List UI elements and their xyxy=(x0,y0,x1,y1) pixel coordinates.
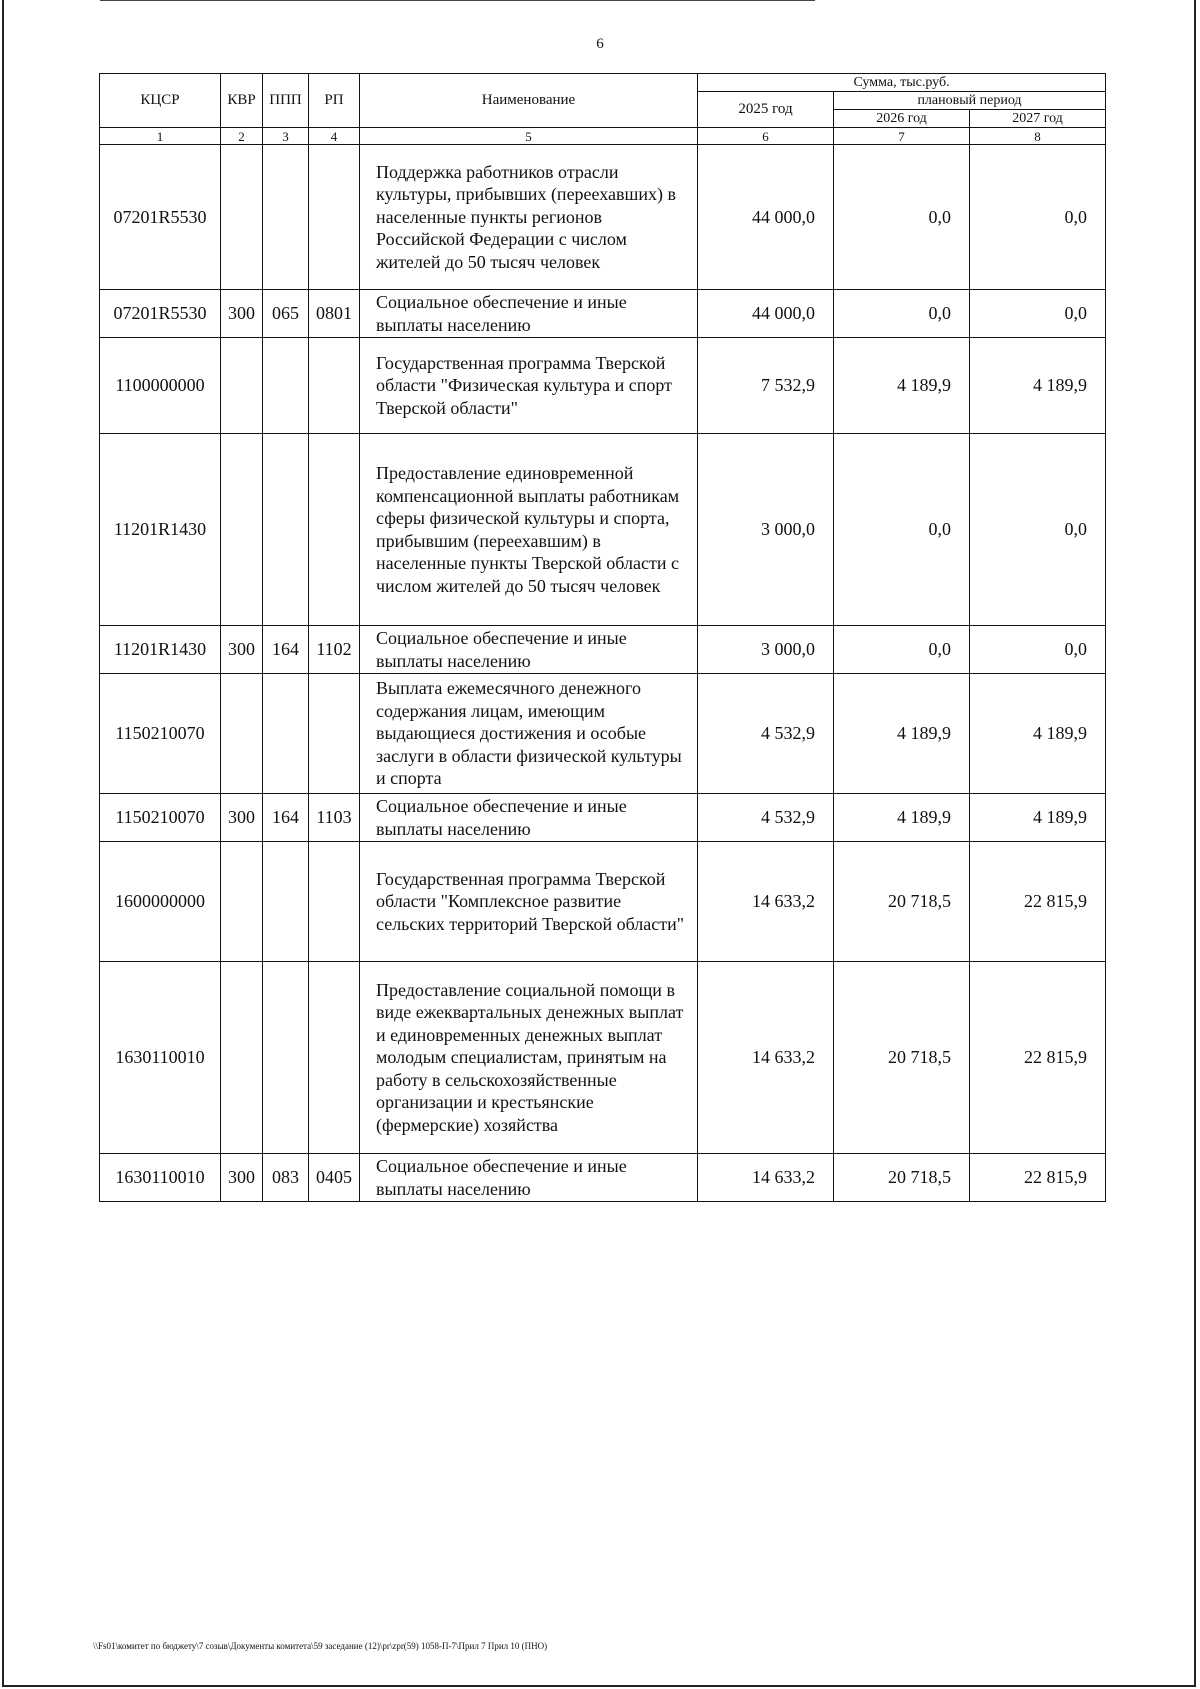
cell-name: Социальное обеспечение и иные выплаты населению xyxy=(360,1154,698,1202)
column-number: 1 xyxy=(100,128,221,145)
cell-ppp xyxy=(263,434,309,626)
budget-table xyxy=(99,73,1106,1202)
cell-kcsr: 1100000000 xyxy=(100,338,221,434)
cell-rp: 0405 xyxy=(309,1154,360,1202)
cell-2027: 22 815,9 xyxy=(970,1154,1106,1202)
cell-2027: 0,0 xyxy=(970,626,1106,674)
cell-kvr xyxy=(221,145,263,290)
cell-2026: 20 718,5 xyxy=(834,1154,970,1202)
cell-ppp xyxy=(263,338,309,434)
cell-2027: 4 189,9 xyxy=(970,338,1106,434)
cell-2025: 44 000,0 xyxy=(698,145,834,290)
cell-2025: 44 000,0 xyxy=(698,290,834,338)
page-number: 6 xyxy=(596,36,604,52)
header-kvr: КВР xyxy=(221,74,263,128)
cell-kcsr: 1600000000 xyxy=(100,842,221,962)
cell-name: Социальное обеспечение и иные выплаты населению xyxy=(360,626,698,674)
cell-kcsr: 07201R5530 xyxy=(100,290,221,338)
top-rule xyxy=(100,0,815,1)
cell-rp xyxy=(309,674,360,794)
header-kcsr: КЦСР xyxy=(100,74,221,128)
cell-2025: 14 633,2 xyxy=(698,1154,834,1202)
table-row xyxy=(100,338,1106,434)
cell-2026: 20 718,5 xyxy=(834,962,970,1154)
table-row xyxy=(100,842,1106,962)
table-row xyxy=(100,434,1106,626)
header-ppp: ППП xyxy=(263,74,309,128)
cell-name: Социальное обеспечение и иные выплаты населению xyxy=(360,794,698,842)
header-sum: Сумма, тыс.руб. xyxy=(698,74,1106,92)
column-number-row xyxy=(100,128,1106,145)
cell-kcsr: 07201R5530 xyxy=(100,145,221,290)
cell-kvr xyxy=(221,962,263,1154)
cell-kcsr: 1150210070 xyxy=(100,794,221,842)
cell-ppp: 083 xyxy=(263,1154,309,1202)
cell-2026: 20 718,5 xyxy=(834,842,970,962)
cell-2026: 4 189,9 xyxy=(834,338,970,434)
table-row xyxy=(100,674,1106,794)
cell-rp: 1102 xyxy=(309,626,360,674)
cell-ppp xyxy=(263,674,309,794)
cell-name: Государственная программа Тверской области "Комплексное развитие сельских территорий Тверской области" xyxy=(360,842,698,962)
cell-ppp: 065 xyxy=(263,290,309,338)
cell-kvr: 300 xyxy=(221,794,263,842)
cell-2025: 4 532,9 xyxy=(698,794,834,842)
table-body xyxy=(100,145,1106,1202)
footer-file-path: \\Fs01\комитет по бюджету\7 созыв\Документы комитета\59 заседание (12)\pr\zpr(59) 1058-П-7\Прил 7 Прил 10 (ПНО) xyxy=(93,1641,548,1651)
column-number: 2 xyxy=(221,128,263,145)
cell-name: Предоставление единовременной компенсационной выплаты работникам сферы физической культуры и спорта, прибывшим (переехавшим) в населенные пункты Тверской области с числом жителей до 50 тысяч человек xyxy=(360,434,698,626)
cell-2027: 0,0 xyxy=(970,145,1106,290)
header-name: Наименование xyxy=(360,74,698,128)
cell-2025: 14 633,2 xyxy=(698,842,834,962)
cell-2025: 3 000,0 xyxy=(698,626,834,674)
cell-name: Государственная программа Тверской области "Физическая культура и спорт Тверской области" xyxy=(360,338,698,434)
cell-2027: 0,0 xyxy=(970,434,1106,626)
cell-2027: 4 189,9 xyxy=(970,674,1106,794)
cell-2025: 14 633,2 xyxy=(698,962,834,1154)
cell-ppp: 164 xyxy=(263,794,309,842)
cell-2026: 0,0 xyxy=(834,626,970,674)
cell-2026: 0,0 xyxy=(834,290,970,338)
cell-kvr: 300 xyxy=(221,290,263,338)
cell-2026: 0,0 xyxy=(834,145,970,290)
cell-ppp xyxy=(263,145,309,290)
cell-kcsr: 1630110010 xyxy=(100,962,221,1154)
cell-kcsr: 11201R1430 xyxy=(100,626,221,674)
header-2026: 2026 год xyxy=(834,110,970,128)
cell-rp xyxy=(309,145,360,290)
table-row xyxy=(100,290,1106,338)
column-number: 7 xyxy=(834,128,970,145)
table-row xyxy=(100,626,1106,674)
header-rp: РП xyxy=(309,74,360,128)
column-number: 8 xyxy=(970,128,1106,145)
cell-name: Социальное обеспечение и иные выплаты населению xyxy=(360,290,698,338)
column-number: 6 xyxy=(698,128,834,145)
table-row xyxy=(100,145,1106,290)
cell-2026: 0,0 xyxy=(834,434,970,626)
cell-2027: 22 815,9 xyxy=(970,962,1106,1154)
column-number: 5 xyxy=(360,128,698,145)
header-2027: 2027 год xyxy=(970,110,1106,128)
cell-2026: 4 189,9 xyxy=(834,674,970,794)
cell-kvr: 300 xyxy=(221,626,263,674)
cell-2025: 7 532,9 xyxy=(698,338,834,434)
cell-2027: 22 815,9 xyxy=(970,842,1106,962)
header-planned-period: плановый период xyxy=(834,92,1106,110)
cell-name: Предоставление социальной помощи в виде ежеквартальных денежных выплат и единовременных денежных выплат молодым специалистам, принятым на работу в сельскохозяйственные организации и крестьянские (фермерские) хозяйства xyxy=(360,962,698,1154)
header-2025: 2025 год xyxy=(698,92,834,128)
cell-name: Поддержка работников отрасли культуры, прибывших (переехавших) в населенные пункты регионов Российской Федерации с числом жителей до 50 тысяч человек xyxy=(360,145,698,290)
cell-name: Выплата ежемесячного денежного содержания лицам, имеющим выдающиеся достижения и особые заслуги в области физической культуры и спорта xyxy=(360,674,698,794)
cell-ppp xyxy=(263,842,309,962)
cell-rp xyxy=(309,842,360,962)
cell-kcsr: 1150210070 xyxy=(100,674,221,794)
cell-2027: 0,0 xyxy=(970,290,1106,338)
cell-rp: 0801 xyxy=(309,290,360,338)
table-row xyxy=(100,794,1106,842)
cell-2027: 4 189,9 xyxy=(970,794,1106,842)
column-number: 4 xyxy=(309,128,360,145)
cell-2026: 4 189,9 xyxy=(834,794,970,842)
cell-ppp: 164 xyxy=(263,626,309,674)
table-row xyxy=(100,962,1106,1154)
cell-rp xyxy=(309,962,360,1154)
table-row xyxy=(100,1154,1106,1202)
cell-ppp xyxy=(263,962,309,1154)
cell-2025: 3 000,0 xyxy=(698,434,834,626)
cell-kvr xyxy=(221,674,263,794)
cell-rp xyxy=(309,338,360,434)
cell-kvr xyxy=(221,842,263,962)
cell-kcsr: 11201R1430 xyxy=(100,434,221,626)
cell-rp xyxy=(309,434,360,626)
cell-rp: 1103 xyxy=(309,794,360,842)
cell-kvr xyxy=(221,434,263,626)
cell-kcsr: 1630110010 xyxy=(100,1154,221,1202)
cell-2025: 4 532,9 xyxy=(698,674,834,794)
column-number: 3 xyxy=(263,128,309,145)
cell-kvr xyxy=(221,338,263,434)
cell-kvr: 300 xyxy=(221,1154,263,1202)
